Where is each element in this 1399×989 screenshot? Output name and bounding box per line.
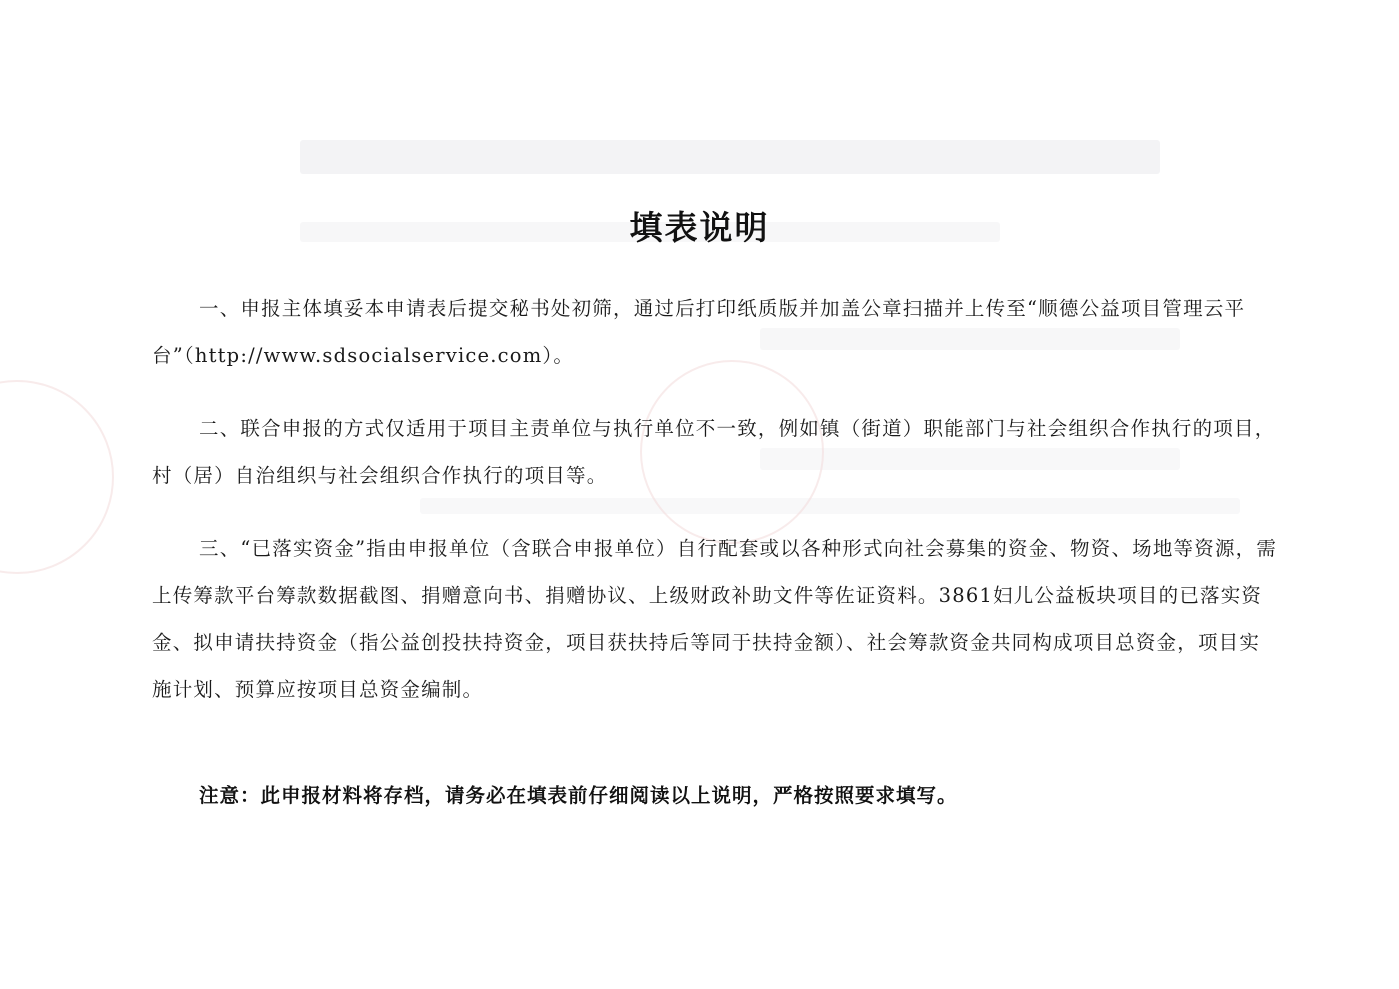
- instruction-paragraph-1: 一、申报主体填妥本申请表后提交秘书处初筛，通过后打印纸质版并加盖公章扫描并上传至“顺德公益项目管理云平台”（http://www.sdsocialservice.com）。: [152, 297, 1246, 367]
- page-title: 填表说明: [629, 208, 770, 248]
- bleed-through-mark: [300, 140, 1160, 174]
- instruction-paragraph-2: 二、联合申报的方式仅适用于项目主责单位与执行单位不一致，例如镇（街道）职能部门与社会组织合作执行的项目，村（居）自治组织与社会组织合作执行的项目等。: [152, 417, 1276, 487]
- instruction-paragraph-3: 三、“已落实资金”指由申报单位（含联合申报单位）自行配套或以各种形式向社会募集的资金、物资、场地等资源，需上传筹款平台筹款数据截图、捐赠意向书、捐赠协议、上级财政补助文件等佐证资料。3861妇儿公益板块项目的已落实资金、拟申请扶持资金（指公益创投扶持资金，项目获扶持后等同于扶持金额）、社会筹款资金共同构成项目总资金，项目实施计划、预算应按项目总资金编制。: [152, 537, 1278, 701]
- attention-note: 注意：此申报材料将存档，请务必在填表前仔细阅读以上说明，严格按照要求填写。: [199, 784, 958, 807]
- bleed-through-seal: [0, 380, 114, 574]
- bleed-through-mark: [420, 498, 1240, 514]
